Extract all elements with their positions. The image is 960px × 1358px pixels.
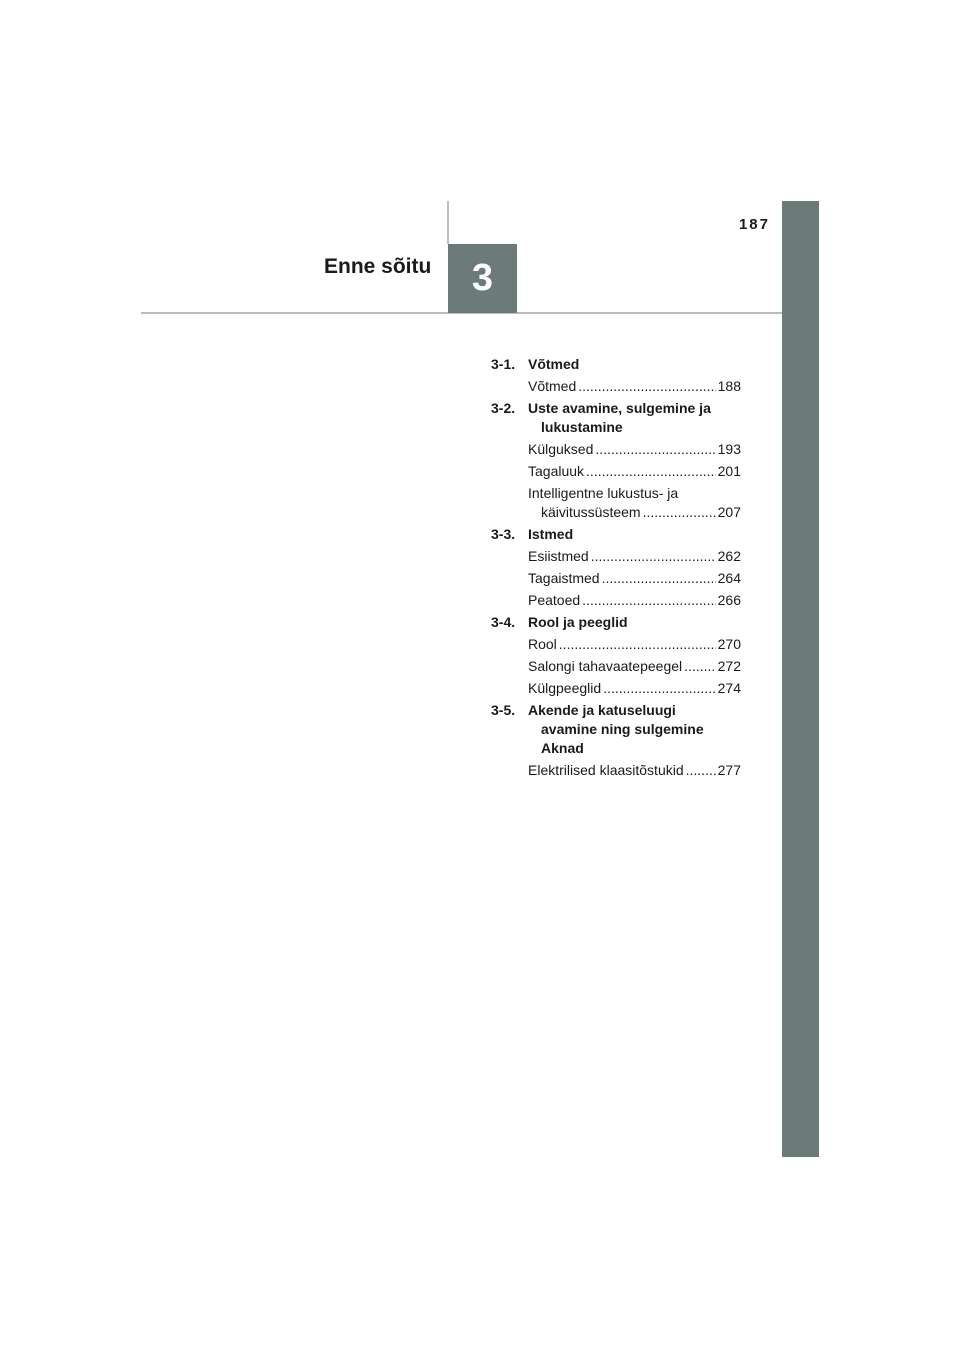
toc-section-3-1 <box>491 355 741 396</box>
dot-leader <box>686 761 716 780</box>
section-subtitle: Aknad <box>541 740 584 756</box>
section-number: 3-3. <box>491 526 516 542</box>
toc-section-heading[interactable] <box>491 613 741 632</box>
section-title: Istmed <box>528 526 574 542</box>
section-title-continued: avamine ning sulgemine <box>541 721 704 737</box>
entry-label: Tagaluuk <box>528 463 585 479</box>
toc-entry[interactable] <box>528 484 741 522</box>
toc-section-3-4 <box>491 613 741 698</box>
toc-section-heading[interactable] <box>491 355 741 374</box>
entry-label: Külgpeeglid <box>528 680 602 696</box>
toc-entry[interactable] <box>528 440 741 459</box>
entry-page: 264 <box>717 570 741 586</box>
entry-page: 274 <box>717 680 741 696</box>
section-number: 3-1. <box>491 356 516 372</box>
entry-label: Rool <box>528 636 557 652</box>
toc-entry[interactable] <box>528 547 741 566</box>
entry-page: 266 <box>717 592 741 608</box>
page-number: 187 <box>738 216 770 233</box>
toc-entry[interactable] <box>528 635 741 654</box>
chapter-number-box <box>448 244 517 313</box>
toc-section-3-5 <box>491 701 741 780</box>
chapter-title: Enne sõitu <box>324 255 432 278</box>
dot-leader <box>591 547 716 566</box>
dot-leader <box>595 440 715 459</box>
toc-section-3-3 <box>491 525 741 610</box>
toc-section-heading[interactable] <box>491 701 741 758</box>
toc-section-3-2 <box>491 399 741 522</box>
section-title-continued: lukustamine <box>541 419 623 435</box>
dot-leader <box>603 679 715 698</box>
toc-entry[interactable] <box>528 657 741 676</box>
entry-label: Intelligentne lukustus- ja <box>528 485 679 501</box>
entry-label: Elektrilised klaasitõstukid <box>528 762 684 778</box>
dot-leader <box>602 569 716 588</box>
entry-page: 277 <box>717 762 741 778</box>
entry-label: Peatoed <box>528 592 581 608</box>
toc-entry[interactable] <box>528 679 741 698</box>
entry-label: Esiistmed <box>528 548 589 564</box>
section-number: 3-5. <box>491 702 516 718</box>
dot-leader <box>582 591 715 610</box>
entry-page: 193 <box>717 441 741 457</box>
entry-label: Külguksed <box>528 441 594 457</box>
dot-leader <box>684 657 716 676</box>
dot-leader <box>586 462 716 481</box>
section-number: 3-2. <box>491 400 516 416</box>
toc-entry[interactable] <box>528 462 741 481</box>
toc-entry[interactable] <box>528 761 741 780</box>
header-vertical-rule <box>447 201 449 244</box>
chapter-number: 3 <box>471 257 494 299</box>
chapter-side-tab <box>782 201 819 1157</box>
section-title: Võtmed <box>528 356 580 372</box>
dot-leader <box>559 635 716 654</box>
section-number: 3-4. <box>491 614 516 630</box>
section-title: Uste avamine, sulgemine ja <box>528 400 711 416</box>
entry-page: 188 <box>717 378 741 394</box>
toc-entry[interactable] <box>528 377 741 396</box>
entry-label: Tagaistmed <box>528 570 600 586</box>
entry-page: 262 <box>717 548 741 564</box>
toc-entry[interactable] <box>528 569 741 588</box>
dot-leader <box>643 503 716 522</box>
entry-label: Võtmed <box>528 378 577 394</box>
entry-label: Salongi tahavaatepeegel <box>528 658 683 674</box>
toc-section-heading[interactable] <box>491 399 741 437</box>
entry-page: 207 <box>717 504 741 520</box>
table-of-contents <box>491 355 741 783</box>
toc-section-heading[interactable] <box>491 525 741 544</box>
section-title: Rool ja peeglid <box>528 614 628 630</box>
toc-entry[interactable] <box>528 591 741 610</box>
dot-leader <box>578 377 715 396</box>
section-title: Akende ja katuseluugi <box>528 702 676 718</box>
entry-page: 272 <box>717 658 741 674</box>
entry-page: 270 <box>717 636 741 652</box>
entry-page: 201 <box>717 463 741 479</box>
entry-label-continued: käivitussüsteem <box>541 504 641 520</box>
